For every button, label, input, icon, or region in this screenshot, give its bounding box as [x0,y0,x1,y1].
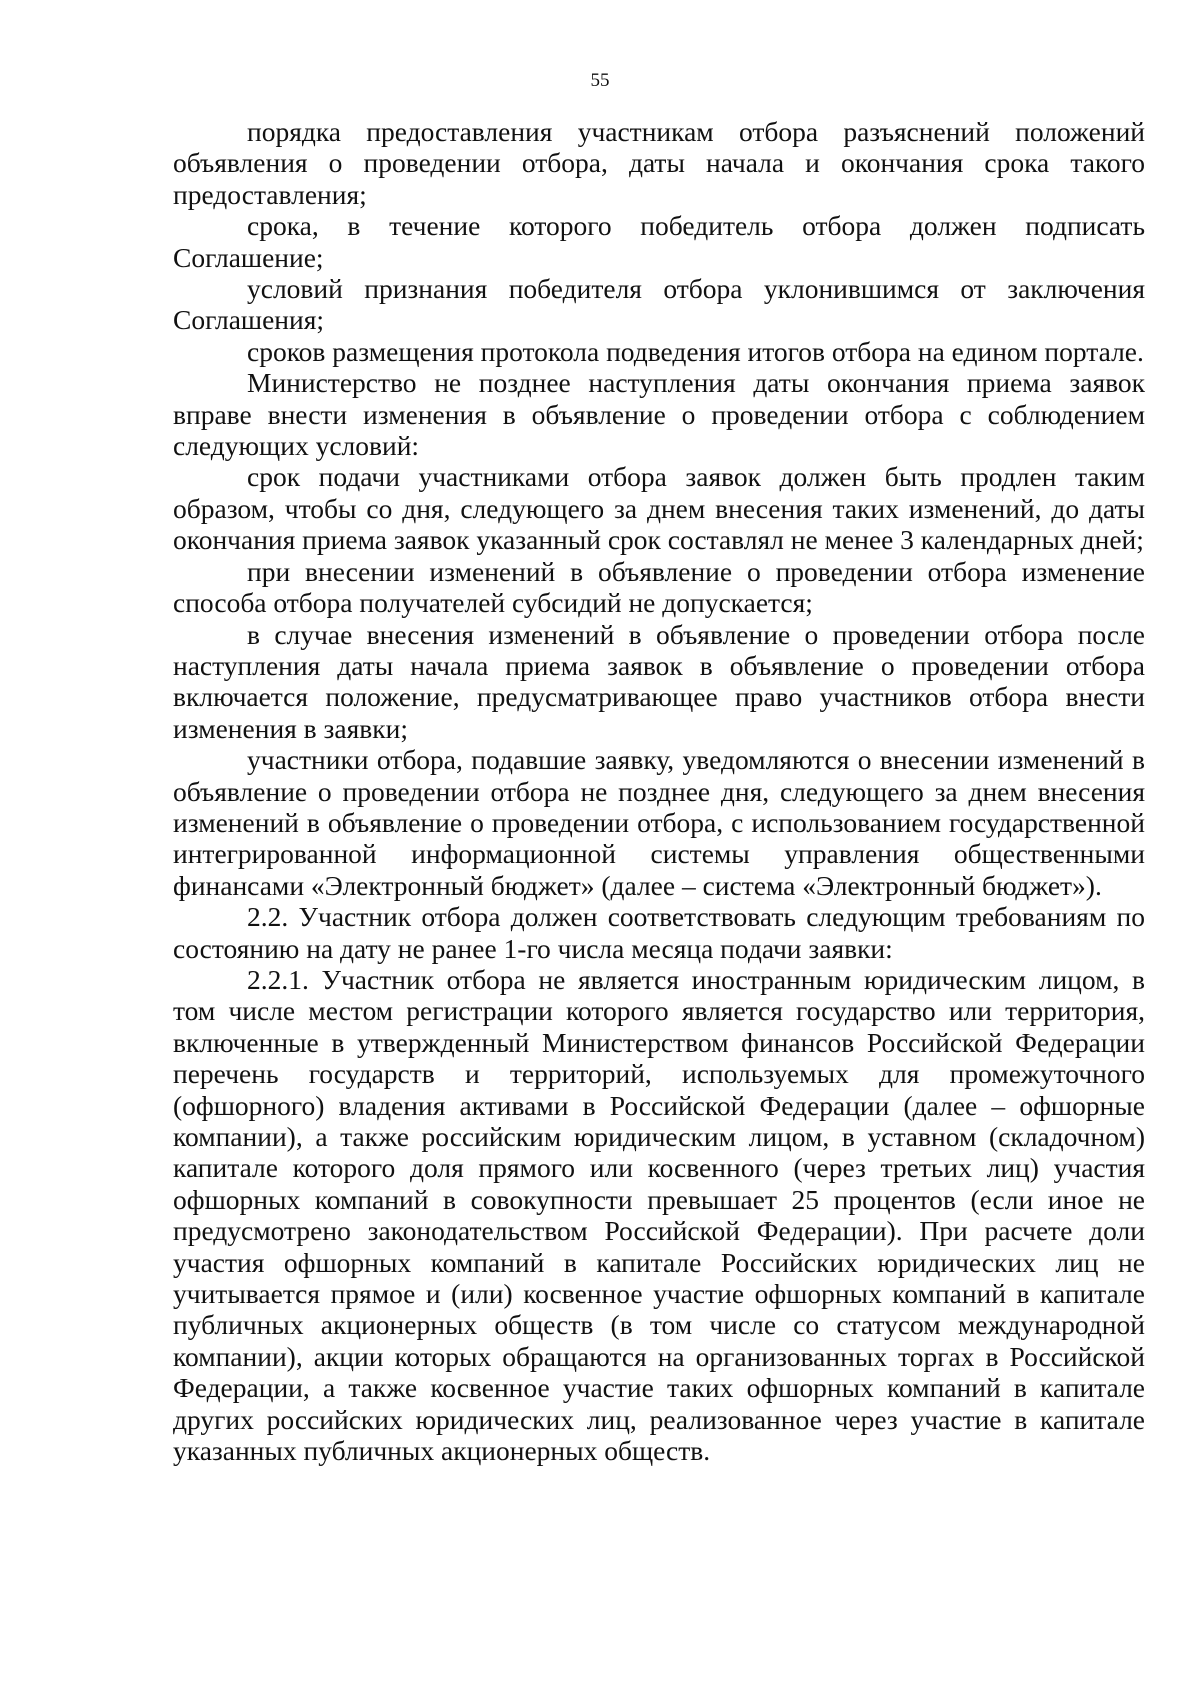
paragraph-agreement-signing-term: срока, в течение которого победитель отбора должен подписать Соглашение; [173,210,1145,273]
paragraph-clarification-order: порядка предоставления участникам отбора разъяснений положений объявления о проведении отбора, даты начала и окончания срока такого предоставления; [173,116,1145,210]
paragraph-participant-notification: участники отбора, подавшие заявку, уведомляются о внесении изменений в объявление о проведении отбора не позднее дня, следующего за днем внесения изменений в объявление о проведении отбора, с использованием государственной интегрированной информационной системы управления общественными финансами «Электронный бюджет» (далее – система «Электронный бюджет»). [173,744,1145,901]
page-number: 55 [590,70,610,91]
paragraph-ministry-changes: Министерство не позднее наступления даты окончания приема заявок вправе внести изменения в объявление о проведении отбора с соблюдением следующих условий: [173,367,1145,462]
paragraph-deadline-extension: срок подачи участниками отбора заявок должен быть продлен таким образом, чтобы со дня, следующего за днем внесения таких изменений, до даты окончания приема заявок указанный срок составлял не менее 3 календарных дней; [173,461,1145,556]
paragraph-protocol-terms: сроков размещения протокола подведения итогов отбора на едином портале. [247,335,1144,367]
paragraph-section-2-2: 2.2. Участник отбора должен соответствовать следующим требованиям по состоянию на дату не ранее 1-го числа месяца подачи заявки: [173,901,1145,964]
paragraph-evasion-conditions: условий признания победителя отбора уклонившимся от заключения Соглашения; [173,273,1145,336]
document-body [173,116,1145,1466]
paragraph-application-changes: в случае внесения изменений в объявление о проведении отбора после наступления даты начала приема заявок в объявление о проведении отбора включается положение, предусматривающее право участников отбора внести изменения в заявки; [173,618,1145,744]
paragraph-method-change-ban: при внесении изменений в объявление о проведении отбора изменение способа отбора получателей субсидий не допускается; [173,555,1145,619]
paragraph-section-2-2-1: 2.2.1. Участник отбора не является иностранным юридическим лицом, в том числе местом регистрации которого является государство или территория, включенные в утвержденный Министерством финансов Российской Федерации перечень государств и территорий, используемых для промежуточного (офшорного) владения активами в Российской Федерации (далее – офшорные компании), а также российским юридическим лицом, в уставном (складочном) капитале которого доля прямого или косвенного (через третьих лиц) участия офшорных компаний в совокупности превышает 25 процентов (если иное не предусмотрено законодательством Российской Федерации). При расчете доли участия офшорных компаний в капитале Российских юридических лиц не учитывается прямое и (или) косвенное участие офшорных компаний в капитале публичных акционерных обществ (в том числе со статусом международной компании), акции которых обращаются на организованных торгах в Российской Федерации, а также косвенное участие таких офшорных компаний в капитале других российских юридических лиц, реализованное через участие в капитале указанных публичных акционерных обществ. [173,963,1145,1467]
